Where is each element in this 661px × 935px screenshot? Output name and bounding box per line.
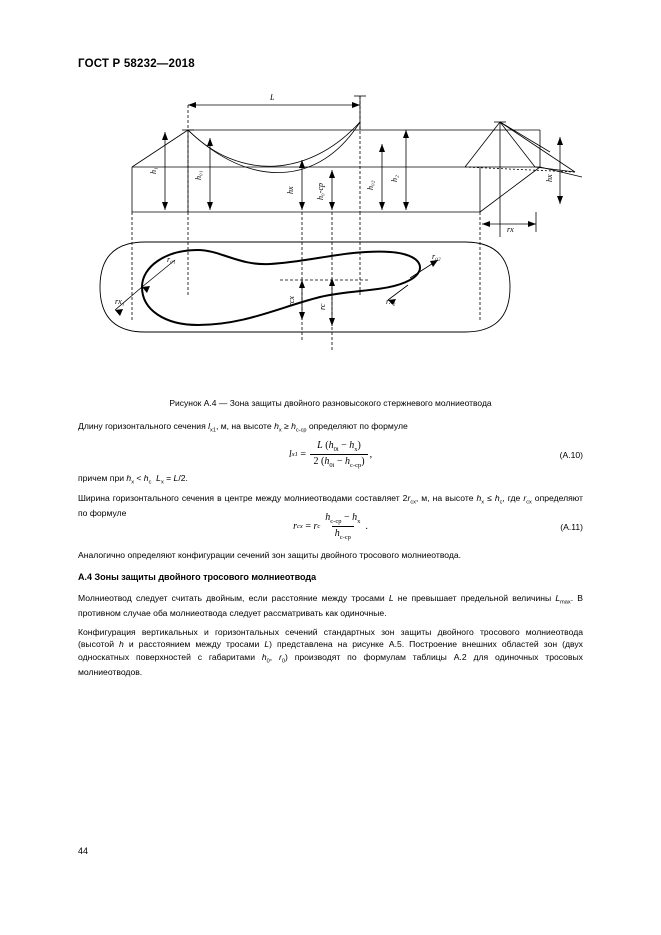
label-hx: hx xyxy=(286,186,295,194)
label-rc: rc xyxy=(318,303,327,310)
label-rcx: rcx xyxy=(287,296,296,306)
page-number: 44 xyxy=(78,846,89,856)
paragraph-condition: причем при $h_x < h_с$ $L_x = L/2$. xyxy=(78,473,188,486)
label-hx2: hx xyxy=(545,174,554,182)
label-h1: h₁ xyxy=(149,167,158,174)
label-h2: h₂ xyxy=(390,175,399,182)
label-h02: h₀₂ xyxy=(366,180,375,190)
label-r01: r₀₁ xyxy=(167,255,176,264)
equation-number-a11: (А.11) xyxy=(560,521,583,532)
label-rx2: rx₂ xyxy=(386,297,396,306)
paragraph-rcx: Ширина горизонтального сечения в центре между молниеотводами составляет $2r_{сx}$, м, на высоте $h_x \le h_с$, где $r_{сx}$ определяют по формуле xyxy=(78,493,583,518)
paragraph-double-definition: Молниеотвод следует считать двойным, если расстояние между тросами L не превышает предельной величины $L_{max}$. В противном случае оба молниеотвода следует рассматривать как одиночные. xyxy=(78,593,583,618)
figure-caption: Рисунок А.4 — Зона защиты двойного разновысокого стержневого молниеотвода xyxy=(169,398,492,408)
label-h01: h₀₁ xyxy=(194,170,203,180)
label-rx1: rx₁ xyxy=(115,297,125,306)
standard-header: ГОСТ Р 58232—2018 xyxy=(78,58,195,70)
paragraph-lx1: Длину горизонтального сечения $l_{x1}$, м, на высоте $h_x \ge h_{с-ср}$ определяют по формуле xyxy=(78,421,408,434)
formula-a11: r сx = r с $\frac{h_{с-ср} - h_x}{h_{с-ср}}$ . (А.11) xyxy=(293,512,583,541)
paragraph-analog: Аналогично определяют конфигурации сечений зон защиты двойного тросового молниеотвода. xyxy=(78,550,462,560)
section-heading-a4: А.4 Зоны защиты двойного тросового молниеотвода xyxy=(78,572,317,582)
equation-number-a10: (А.10) xyxy=(559,449,583,460)
label-L: L xyxy=(270,93,275,102)
figure-a4-diagram xyxy=(70,82,595,392)
formula-a10: l x1 = $\frac{L (h_{0i} - h_x)}{2 (h_{0i} - h_{с-ср})}$ , (А.10) xyxy=(288,440,583,469)
lightning-protection-zone-drawing xyxy=(70,82,595,392)
paragraph-configuration: Конфигурация вертикальных и горизонтальных сечений стандартных зон защиты двойного тросового молниеотвода (высотой h и расстоянием между тросами L) представлена на рисунке А.5. Построение внешних областей зон (двух односкатных поверхностей с габаритами $h_0$, $r_0$) производят по формулам таблицы А.2 для одиночных тросовых молниеотводов. xyxy=(78,627,583,677)
label-h0cp: h₀-ср xyxy=(316,183,325,200)
label-rx-right: rx xyxy=(507,225,514,234)
label-r02: r₀₂ xyxy=(432,252,441,261)
